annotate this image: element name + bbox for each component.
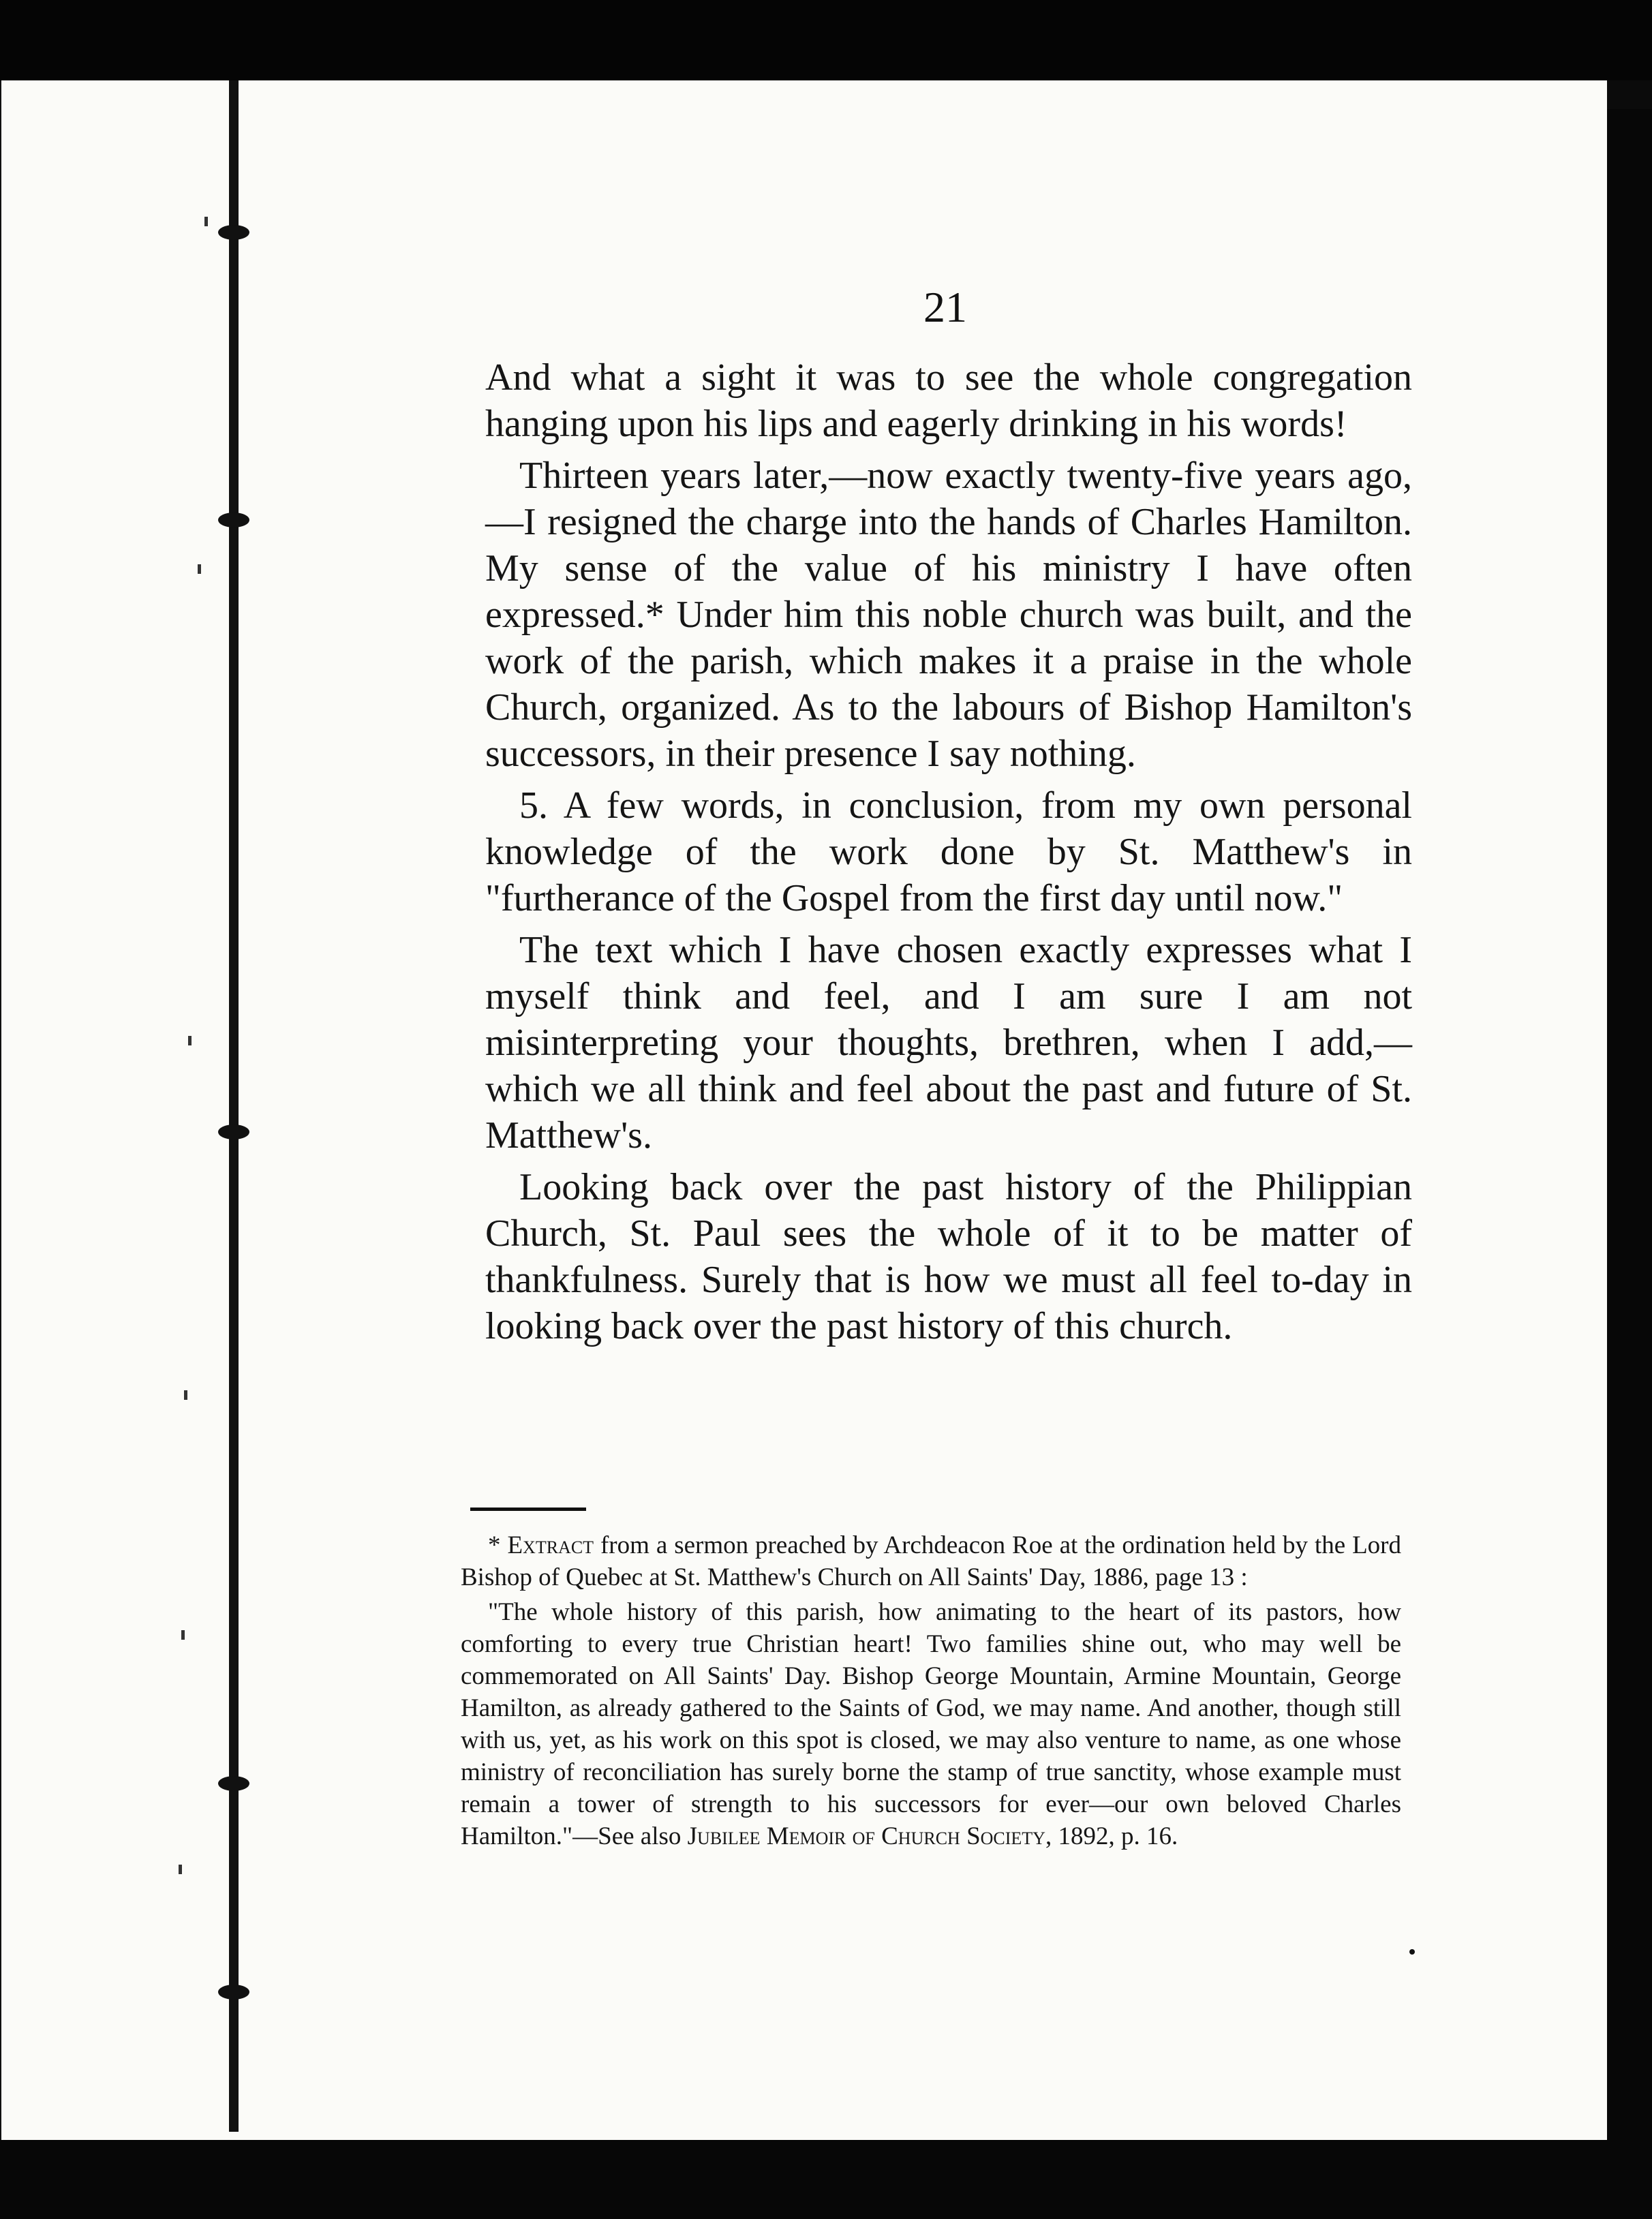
paragraph: The text which I have chosen exactly expresses what I myself think and feel, and I am sure I am not misinterpreting your thoughts, brethren, when I add,—which we all think and feel about the past and future of St. Matthew's.	[485, 929, 1412, 1157]
scan-top-border	[0, 0, 1652, 80]
margin-mark	[179, 1865, 182, 1874]
margin-mark	[204, 217, 208, 226]
binding-stitch	[218, 1985, 249, 2000]
margin-mark	[181, 1630, 185, 1640]
paragraph: And what a sight it was to see the whole congregation hanging upon his lips and eagerly drinking in his words!	[485, 356, 1412, 445]
scan-right-border	[1607, 109, 1652, 2140]
scan-left-edge	[0, 80, 1, 2140]
footnote-intro-text: from a sermon preached by Archdeacon Roe at the ordination held by the Lord Bishop of Quebec at St. Matthew's Church on All Saints' Day, 1886, page 13 :	[461, 1531, 1401, 1591]
footnote-reference-title: Jubilee Memoir of Church Society	[687, 1822, 1045, 1850]
footnote	[461, 1527, 1401, 1852]
binding-stitch	[218, 1124, 249, 1139]
paragraph: Looking back over the past history of the Philippian Church, St. Paul sees the whole of it to be matter of thankfulness. Surely that is how we must all feel to-day in looking back over the past history of this church.	[485, 1166, 1412, 1347]
footnote-quote-text: "The whole history of this parish, how animating to the heart of its pastors, how comforting to every true Christian heart! Two families shine out, who may well be commemorated on All Saints' Day. Bishop George Mountain, Armine Mountain, George Hamilton, as already gathered to the Saints of God, we may name. And another, though still with us, yet, as his work on this spot is closed, we may also venture to name, as one whose ministry of reconciliation has surely borne the stamp of true sanctity, whose example must remain a tower of strength to his successors for ever—our own beloved Charles Hamilton."—See also	[461, 1598, 1401, 1850]
scan-bottom-border	[0, 2140, 1652, 2219]
paragraph: 5. A few words, in conclusion, from my own personal knowledge of the work done by St. Matthew's in "furtherance of the Gospel from the first day until now."	[485, 784, 1412, 919]
binding-thread	[229, 80, 239, 2132]
binding-stitch	[218, 1776, 249, 1791]
margin-mark	[198, 564, 201, 574]
footnote-divider	[470, 1508, 586, 1511]
footnote-quote	[461, 1596, 1401, 1852]
margin-mark	[184, 1390, 187, 1400]
paragraph: Thirteen years later,—now exactly twenty-five years ago,—I resigned the charge into the hands of Charles Hamilton. My sense of the value of his ministry I have often expressed.* Under him this noble church was built, and the work of the parish, which makes it a praise in the whole Church, organized. As to the labours of Bishop Hamilton's successors, in their presence I say nothing.	[485, 455, 1412, 775]
footnote-marker: *	[488, 1531, 501, 1559]
margin-mark	[188, 1036, 192, 1045]
margin-dot	[1409, 1949, 1415, 1955]
binding-stitch	[218, 225, 249, 240]
footnote-intro	[461, 1529, 1401, 1593]
page-number: 21	[923, 283, 967, 331]
binding-stitch	[218, 512, 249, 527]
footnote-reference-tail: , 1892, p. 16.	[1045, 1822, 1178, 1850]
main-text	[485, 354, 1412, 1349]
footnote-lead-word: Extract	[507, 1531, 594, 1559]
